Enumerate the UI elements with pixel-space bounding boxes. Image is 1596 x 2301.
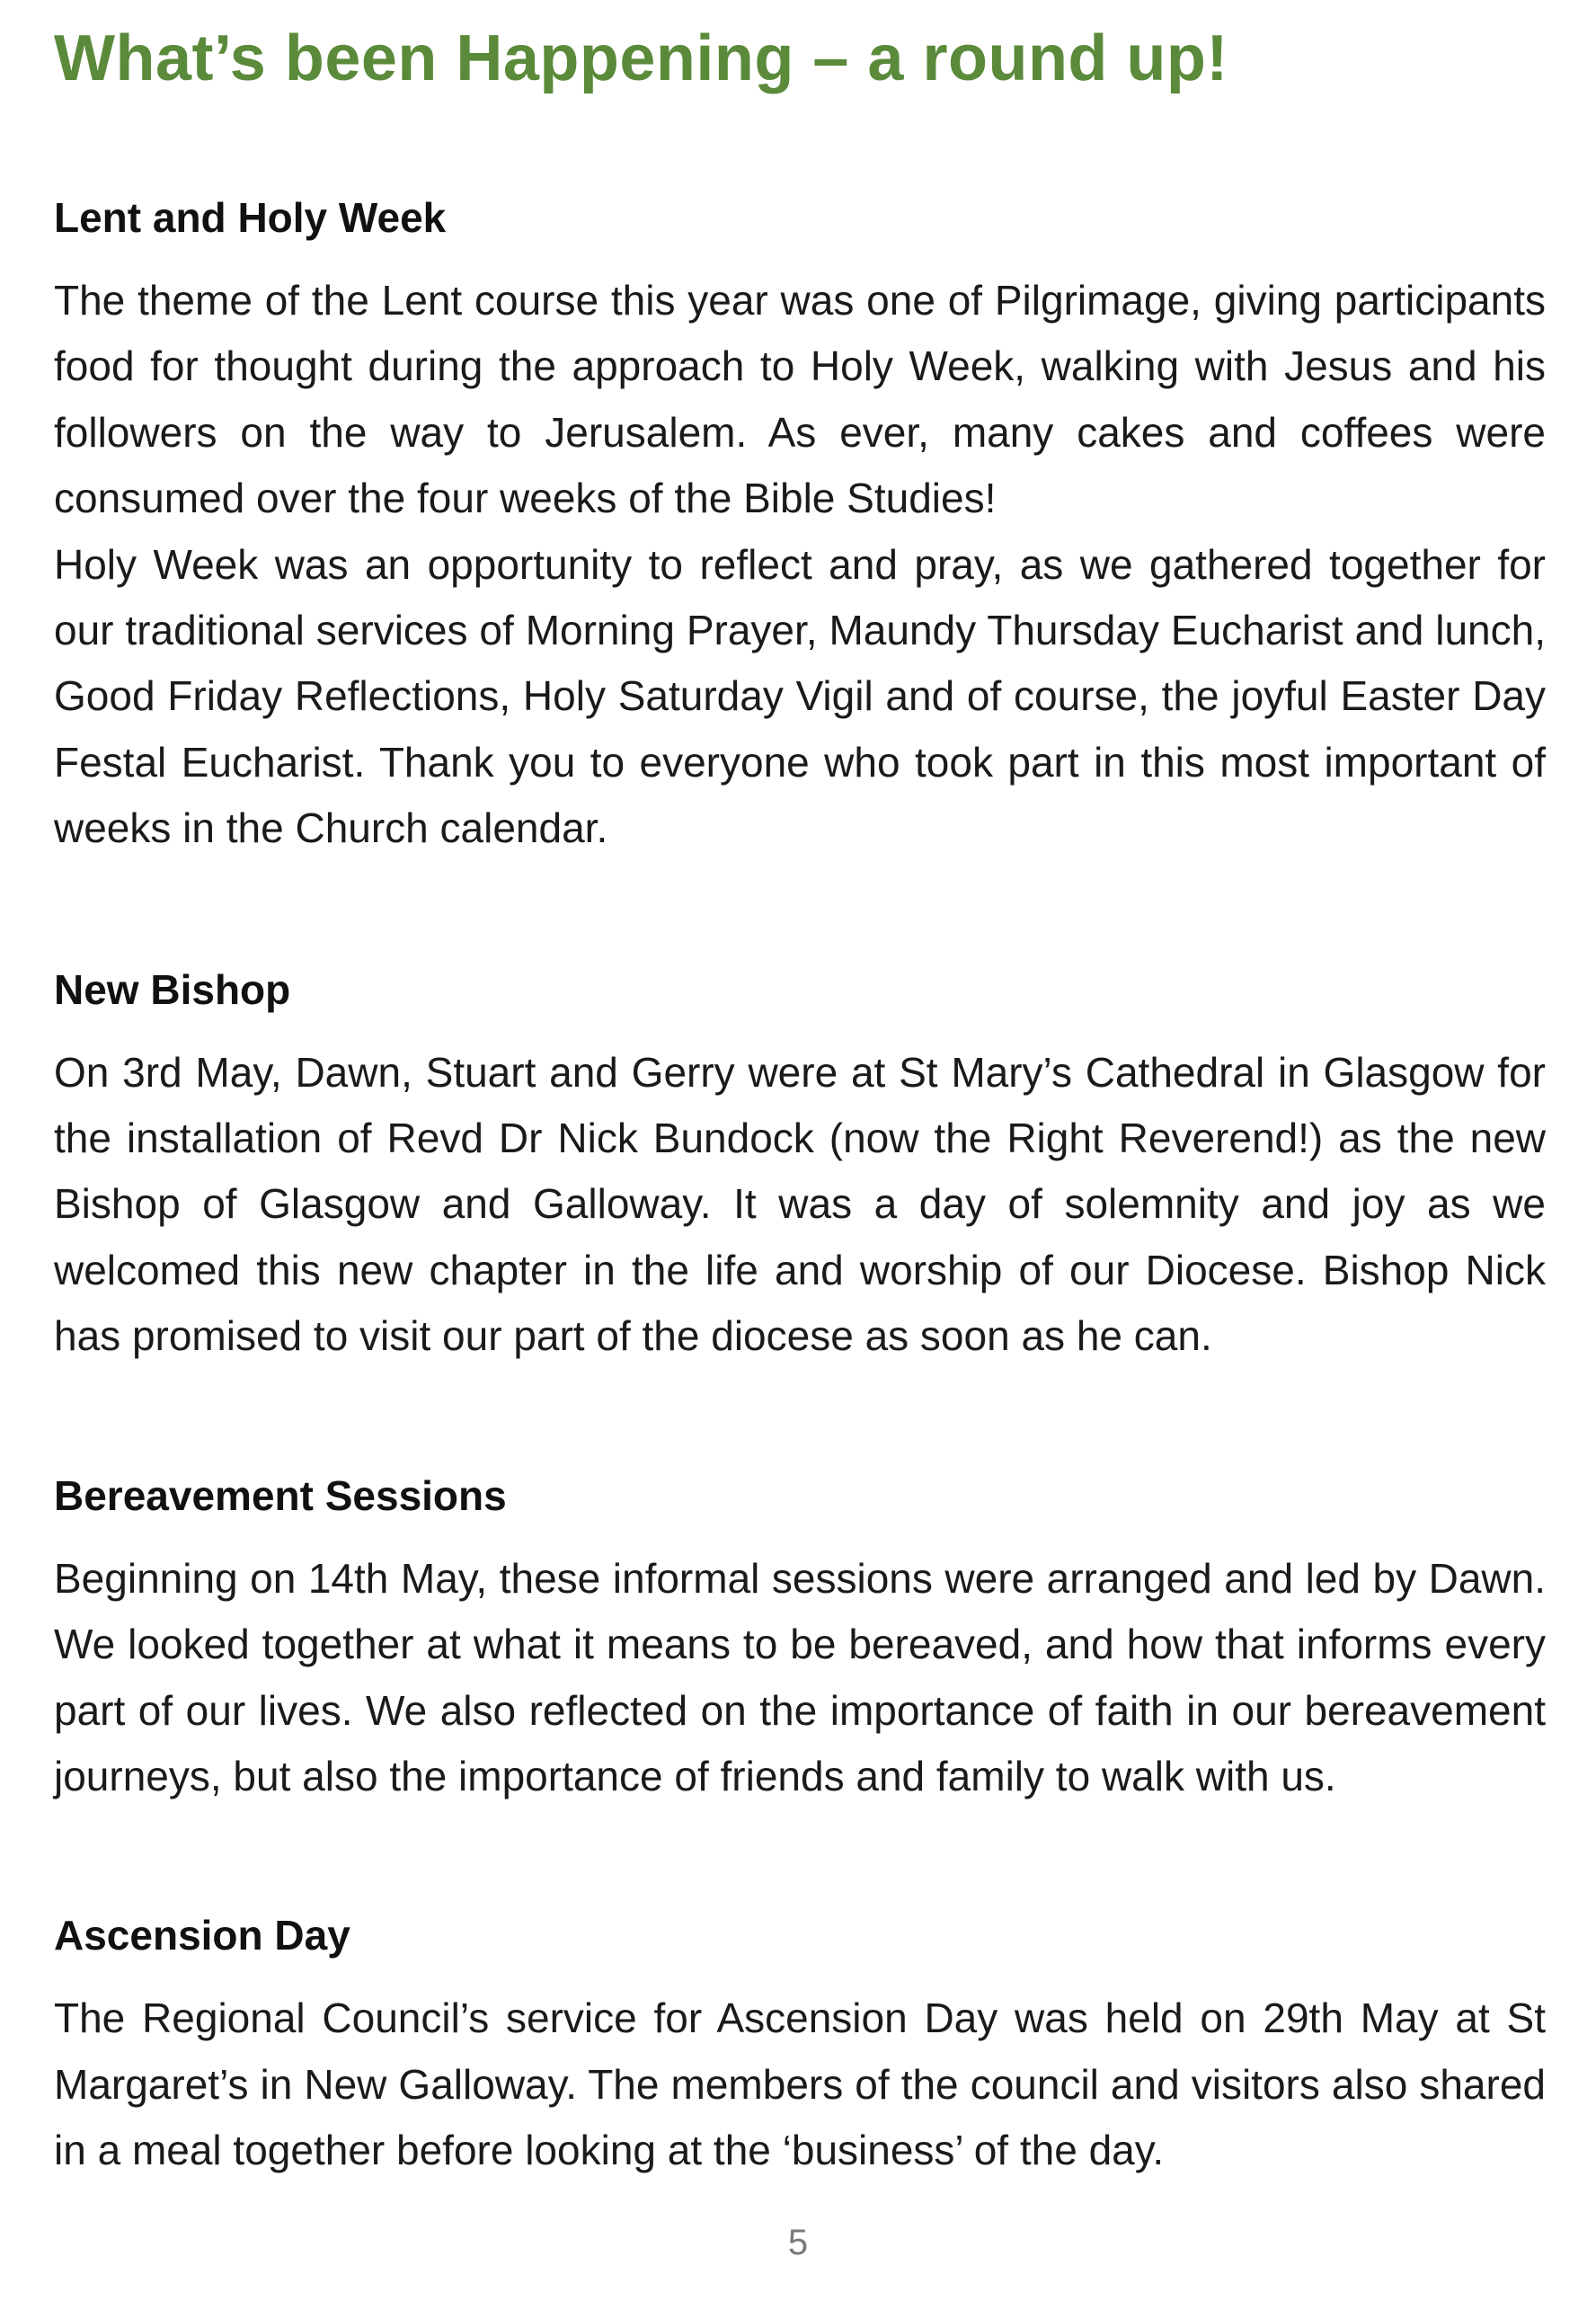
- section-paragraph: Holy Week was an opportunity to reflect and pray, as we gathered together for our traditional services of Morning Prayer, Maundy Thursday Eucharist and lunch, Good Friday Reflections, Holy Saturday Vigil and of course, the joyful Easter Day Festal Eucharist. Thank you to everyone who took part in this most important of weeks in the Church calendar.: [54, 540, 1546, 852]
- section-heading: Lent and Holy Week: [54, 194, 447, 241]
- newsletter-page: [54, 0, 1546, 2184]
- page-number: 5: [787, 2223, 809, 2262]
- section-lent-holy-week: [54, 191, 1546, 862]
- section-heading: Bereavement Sessions: [54, 1471, 507, 1519]
- section-paragraph: The theme of the Lent course this year was one of Pilgrimage, giving participants food for thought during the approach to Holy Week, walking with Jesus and his followers on the way to Jerusalem. As ever, many cakes and coffees were consumed over the four weeks of the Bible Studies!: [54, 277, 1546, 522]
- section-paragraph: The Regional Council’s service for Ascension Day was held on 29th May at St Margaret’s in New Galloway. The members of the council and visitors also shared in a meal together before looking at the ‘business’ of the day.: [54, 1994, 1546, 2174]
- section-paragraph: On 3rd May, Dawn, Stuart and Gerry were at St Mary’s Cathedral in Glasgow for the installation of Revd Dr Nick Bundock (now the Right Reverend!) as the new Bishop of Glasgow and Galloway. It was a day of solemnity and joy as we welcomed this new chapter in the life and worship of our Diocese. Bishop Nick has promised to visit our part of the diocese as soon as he can.: [54, 1048, 1546, 1360]
- section-ascension-day: [54, 1908, 1546, 2183]
- section-heading: New Bishop: [54, 965, 291, 1013]
- section-new-bishop: [54, 963, 1546, 1370]
- page-title: What’s been Happening – a round up!: [54, 22, 1228, 94]
- section-paragraph: Beginning on 14th May, these informal sessions were arranged and led by Dawn. We looked together at what it means to be bereaved, and how that informs every part of our lives. We also reflected on the importance of faith in our bereavement journeys, but also the importance of friends and family to walk with us.: [54, 1554, 1546, 1799]
- section-bereavement-sessions: [54, 1469, 1546, 1810]
- section-heading: Ascension Day: [54, 1912, 350, 1959]
